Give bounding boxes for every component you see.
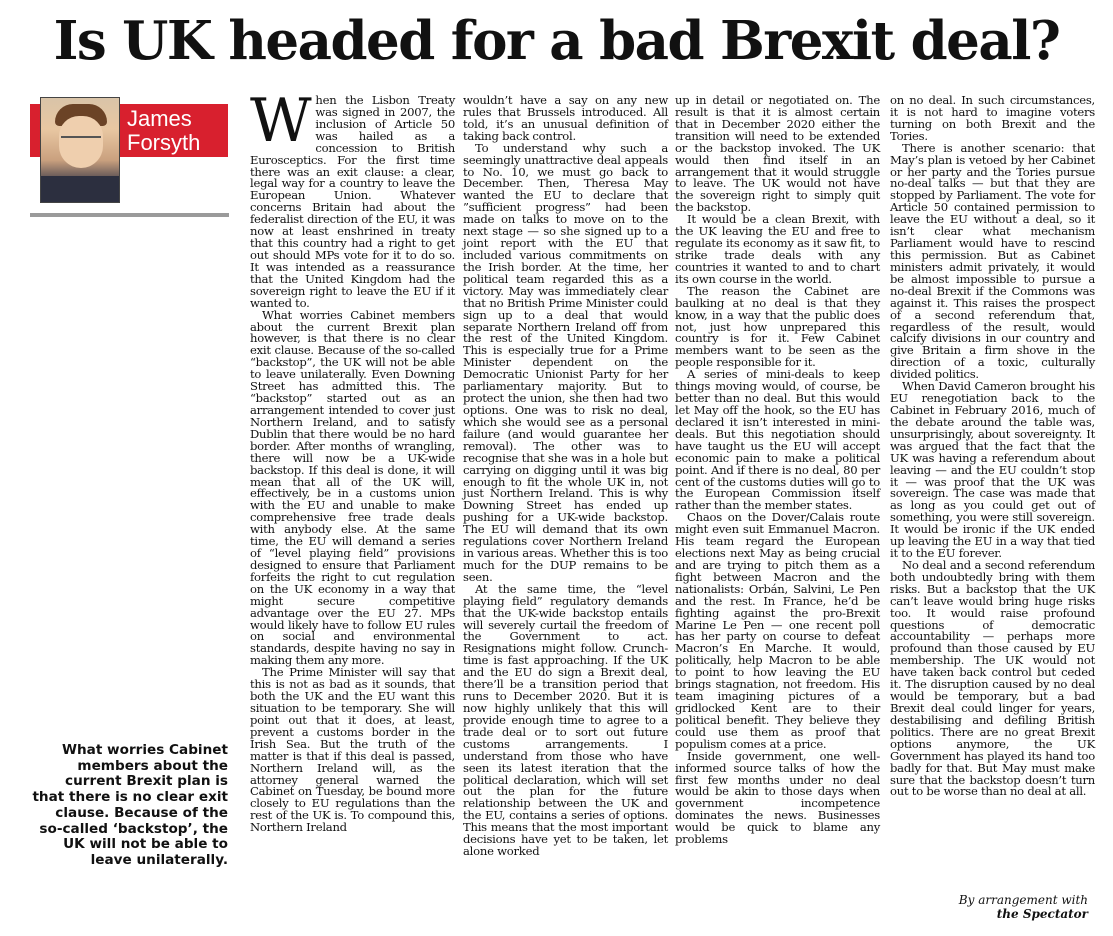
article-paragraph: The reason the Cabinet are baulking at no deal is that they know, in a way that the public does not, just how unprepared this country is for it. Few Cabinet members want to be seen as the people responsible for it. xyxy=(675,283,880,370)
credit-prefix: By arrangement with xyxy=(958,893,1088,907)
headline: Is UK headed for a bad Brexit deal? xyxy=(53,10,1060,72)
article-column-1 xyxy=(250,86,455,835)
article-paragraph: At the same time, the “level playing field” regulatory demands that the UK-wide backstop entails will severely curtail the freedom of the Government to act. Resignations might follow. Crunch-time is fast approaching. If the UK and the EU do sign a Brexit deal, there’ll be a transition period that runs to December 2020. But it is now highly unlikely that this will provide enough time to agree to a trade deal or to sort out future customs arrangements. I understand from those who have seen its latest iteration that the political declaration, which will set out the plan for the future relationship between the UK and the EU, contains a series of options. This means that the most important decisions have yet to be taken, let alone worked xyxy=(463,581,668,859)
credit-publication: the Spectator xyxy=(996,907,1088,921)
pull-quote: What worries Cabinet members about the current Brexit plan is that there is no clear exit clause. Because of the so-called ‘backstop’, the UK will not be able to leave unilaterally. xyxy=(32,742,228,868)
author-byline xyxy=(30,97,228,205)
article-column-4 xyxy=(890,95,1095,798)
author-last-name: Forsyth xyxy=(127,130,201,155)
source-credit xyxy=(890,893,1088,921)
article-paragraph: It would be a clean Brexit, with the UK leaving the EU and free to regulate its economy as it saw fit, to strike trade deals with any countries it wanted to and to chart its own course in the world. xyxy=(675,212,880,286)
article-column-2 xyxy=(463,95,668,858)
article-paragraph: A series of mini-deals to keep things moving would, of course, be better than no deal. But this would let May off the hook, so the EU has declared it isn’t interested in mini-deals. But this negotiation should have taught us the EU will accept economic pain to make a political point. And if there is no deal, 80 per cent of the customs duties will go to the European Commission itself rather than the member states. xyxy=(675,367,880,513)
article-paragraph: wouldn’t have a say on any new rules that Brussels introduced. All told, it’s an unusual definition of taking back control. xyxy=(463,93,668,143)
article-paragraph: When David Cameron brought his EU renegotiation back to the Cabinet in February 2016, much of the debate around the table was, unsurprisingly, about sovereignty. It was argued that the fact that the UK was having a referendum about leaving — and the EU couldn’t stop it — was proof that the UK was sovereign. The case was made that as long as you could get out of something, you were still sovereign. It would be ironic if the UK ended up leaving the EU in a way that tied it to the EU forever. xyxy=(890,379,1095,561)
article-column-3 xyxy=(675,95,880,846)
article-paragraph: What worries Cabinet members about the current Brexit plan however, is that there is no clear exit clause. Because of the so-called “backstop”, the UK will not be able to leave unilaterally. Even Downing Street has admitted this. The “backstop” started out as an arrangement intended to cover just Northern Ireland, and to satisfy Dublin that there would be no hard border. After months of wrangling, there will now be a UK-wide backstop. If this deal is done, it will mean that all of the UK will, effectively, be in a customs union with the EU and unable to make comprehensive free trade deals with anybody else. At the same time, the EU will demand a series of “level playing field” provisions designed to ensure that Parliament forfeits the right to cut regulation on the UK economy in a way that might secure competitive advantage over the EU 27. MPs would likely have to follow EU rules on social and environmental standards, despite having no say in making them any more. xyxy=(250,307,455,668)
article-paragraph: No deal and a second referendum both undoubtedly bring with them risks. But a backstop that the UK can’t leave would bring huge risks too. It would raise profound questions of democratic accountability — perhaps more profound than those caused by EU membership. The UK would not have taken back control but ceded it. The disruption caused by no deal would be temporary, but a bad Brexit deal could linger for years, destabilising and defiling British politics. There are no great Brexit options anymore, the UK Government has played its hand too badly for that. But May must make sure that the backstop doesn’t turn out to be worse than no deal at all. xyxy=(890,557,1095,799)
author-photo xyxy=(40,97,120,203)
article-paragraph: Chaos on the Dover/Calais route might even suit Emmanuel Macron. His team regard the European elections next May as being crucial and are trying to pitch them as a fight between Macron and the nationalists: Orbán, Salvini, Le Pen and the rest. In France, he’d be fighting against the pro-Brexit Marine Le Pen — one recent poll has her party on course to defeat Macron’s En Marche. It would, politically, help Macron to be able to point to how leaving the EU brings stagnation, not freedom. His team imagining pictures of a gridlocked Kent are to their political benefit. They believe they could use them as proof that populism comes at a price. xyxy=(675,510,880,751)
article-paragraph: up in detail or negotiated on. The result is that it is almost certain that in December 2020 either the transition will need to be extended or the backstop invoked. The UK would then find itself in an arrangement that it would struggle to leave. The UK would not have the sovereign right to simply quit the backstop. xyxy=(675,93,880,215)
author-first-name: James xyxy=(127,106,192,131)
byline-divider xyxy=(30,213,229,217)
article-paragraph: There is another scenario: that May’s plan is vetoed by her Cabinet or her party and the Tories pursue no-deal talks — but that they are stopped by Parliament. The vote for Article 50 contained permission to leave the EU without a deal, so it isn’t clear what mechanism Parliament would have to rescind this permission. But as Cabinet ministers admit privately, it would be almost impossible to pursue a no-deal Brexit if the Commons was against it. This raises the prospect of a second referendum that, regardless of the result, would calcify divisions in our country and give Britain a firm shove in the direction of a toxic, culturally divided politics. xyxy=(890,140,1095,382)
article-paragraph: To understand why such a seemingly unattractive deal appeals to No. 10, we must go back to December. Then, Theresa May wanted the EU to declare that ”sufficient progress” had been made on talks to move on to the next stage — so she signed up to a joint report with the EU that included various commitments on the Irish border. At the time, her political team regarded this as a victory. May was immediately clear that no British Prime Minister could sign up to a deal that would separate Northern Ireland off from the rest of the United Kingdom. This is especially true for a Prime Minister dependent on the Democratic Unionist Party for her parliamentary majority. But to protect the union, she then had two options. One was to risk no deal, which she would see as a personal failure (and would guarantee her removal). The other was to recognise that she was in a hole but carrying on digging until it was big enough to fit the whole UK in, not just Northern Ireland. This is why Downing Street has ended up pushing for a UK-wide backstop. The EU will demand that its own regulations cover Northern Ireland in various areas. Whether this is too much for the DUP remains to be seen. xyxy=(463,140,668,584)
article-paragraph: on no deal. In such circumstances, it is not hard to imagine voters turning on both Brexit and the Tories. xyxy=(890,93,1095,143)
drop-cap: W xyxy=(250,86,312,156)
article-paragraph: The Prime Minister will say that this is not as bad as it sounds, that both the UK and the EU want this situation to be temporary. She will point out that it does, at least, prevent a customs border in the Irish Sea. But the truth of the matter is that if this deal is passed, Northern Ireland will, as the attorney general warned the Cabinet on Tuesday, be bound more closely to EU regulations than the rest of the UK is. To compound this, Northern Ireland xyxy=(250,665,455,835)
article-paragraph: Inside government, one well-informed source talks of how the first few months under no deal would be akin to those days when government incompetence dominates the news. Businesses would be quick to blame any problems xyxy=(675,748,880,847)
article-paragraph: When the Lisbon Treaty was signed in 2007, the inclusion of Article 50 was hailed as a concession to British Eurosceptics. For the first time there was an exit clause: a clear, legal way for a country to leave the European Union. Whatever concerns Britain had about the federalist direction of the EU, it was now at least enshrined in treaty that this country had a right to get out should MPs vote for it to do so. It was intended as a reassurance that the United Kingdom had the sovereign right to leave the EU if it wanted to. xyxy=(250,86,455,310)
